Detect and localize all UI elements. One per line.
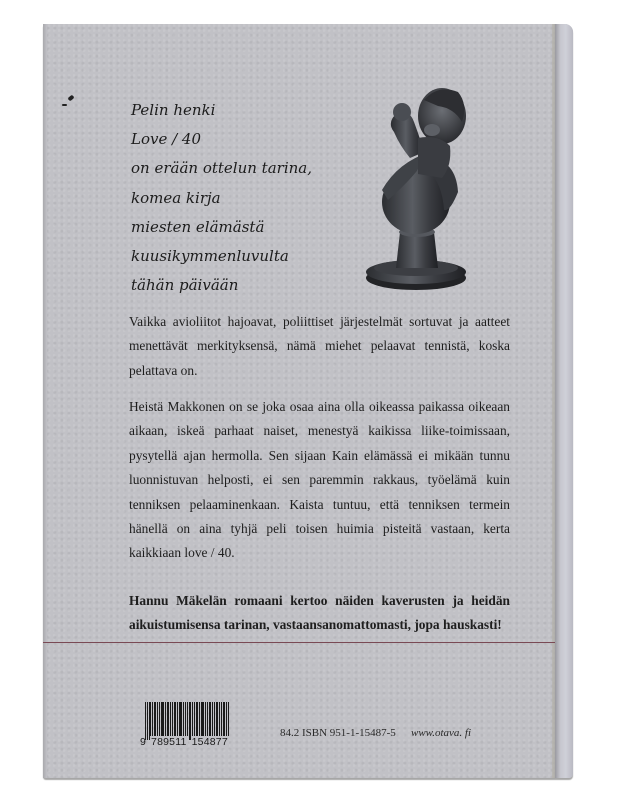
cover-speck (62, 104, 67, 106)
cherub-statue-image (358, 82, 476, 297)
barcode-group-2: 154877 (191, 736, 228, 748)
poem-line: komea kirja (131, 188, 221, 207)
poem-line: kuusikymmenluvulta (131, 247, 289, 266)
divider-line (43, 642, 555, 643)
tagline-poem (131, 96, 312, 300)
poem-line: miesten elämästä (131, 217, 265, 236)
barcode-group-1: 789511 (151, 736, 187, 748)
barcode-bars (145, 702, 233, 740)
isbn-barcode (140, 702, 240, 748)
poem-line: tähän päivään (131, 276, 239, 295)
book-spine (555, 24, 573, 778)
poem-line: on erään ottelun tarina, (131, 159, 312, 178)
cover-left-edge (43, 24, 47, 778)
blurb-text: Hannu Mäkelän romaani kertoo näiden kaverusten ja heidän aikuistumisensa tarinan, vastaansanomattomasti, jopa hauskasti! (129, 593, 510, 633)
barcode-lead-digit: 9 (140, 736, 147, 748)
blurb-text: Heistä Makkonen on se joka osaa aina olla oikeassa paikassa oikeaan aikaan, iskeä parhaat naiset, menestyä kaikissa liike-toimissaan, pysytellä ajan hermolla. Sen sijaan Kain elämässä ei mikään tunnu luonnistuvan helposti, ei sen paremmin rakkaus, työelämä kuin tenniksen pelaaminenkaan. Kaista tuntuu, että tenniksen termein hänellä on aina tyhjä peli toisen huimia pisteitä vastaan, kerta kaikkiaan love / 40. (129, 399, 510, 561)
blurb-paragraph-2 (129, 395, 510, 566)
isbn-text: 84.2 ISBN 951-1-15487-5 (280, 727, 396, 739)
blurb-paragraph-1 (129, 310, 510, 383)
barcode-digits (140, 736, 229, 748)
publisher-url: www.otava. fi (411, 727, 471, 739)
blurb-text: Vaikka avioliitot hajoavat, poliittiset järjestelmät sortuvat ja aatteet menettävät merkityksensä, nämä miehet pelaavat tennistä, koska pelattava on. (129, 314, 510, 378)
poem-line: Pelin henki (131, 101, 216, 119)
poem-line: Love / 40 (131, 130, 202, 149)
blurb-paragraph-3 (129, 589, 510, 638)
